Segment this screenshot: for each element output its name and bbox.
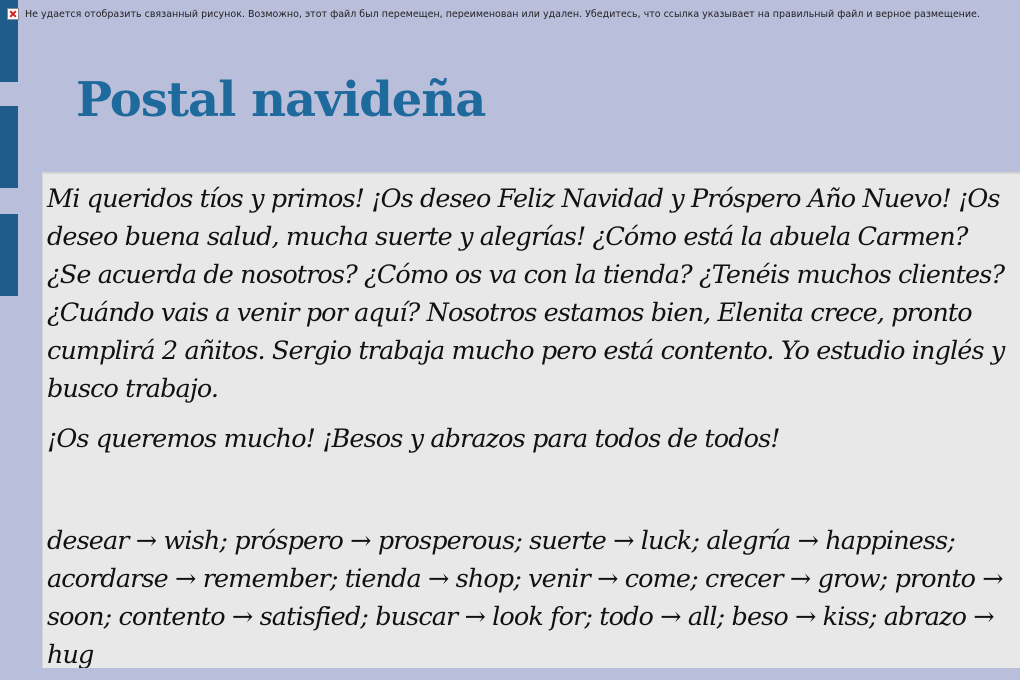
broken-image-icon [7,8,19,20]
left-sidebar-strip [0,0,18,680]
accent-bar [0,106,18,188]
content-textbox[interactable] [42,172,1020,668]
closing-paragraph: ¡Os queremos mucho! ¡Besos y abrazos para todos de todos! [47,424,780,454]
broken-image-placeholder [7,7,980,21]
broken-image-message: Не удается отобразить связанный рисунок. Возможно, этот файл был перемещен, переименован или удален. Убедитесь, что ссылка указывает на правильный файл и верное размещение. [25,8,980,20]
vocabulary-paragraph: desear → wish; próspero → prosperous; suerte → luck; alegría → happiness; acordarse → remember; tienda → shop; venir → come; crecer → grow; pronto → soon; contento → satisfied; buscar → look for; todo → all; beso → kiss; abrazo → hug [47,526,1003,668]
accent-bar [0,214,18,296]
slide-title: Postal navideña [76,72,486,128]
message-paragraph: Mi queridos tíos y primos! ¡Os deseo Feliz Navidad y Próspero Año Nuevo! ¡Os deseo buena salud, mucha suerte y alegrías! ¿Cómo está la abuela Carmen? ¿Se acuerda de nosotros? ¿Cómo os va con la tienda? ¿Tenéis muchos clientes? ¿Cuándo vais a venir por aquí? Nosotros estamos bien, Elenita crece, pronto cumplirá 2 añitos. Sergio trabaja mucho pero está contento. Yo estudio inglés y busco trabajo. [47,184,1005,404]
